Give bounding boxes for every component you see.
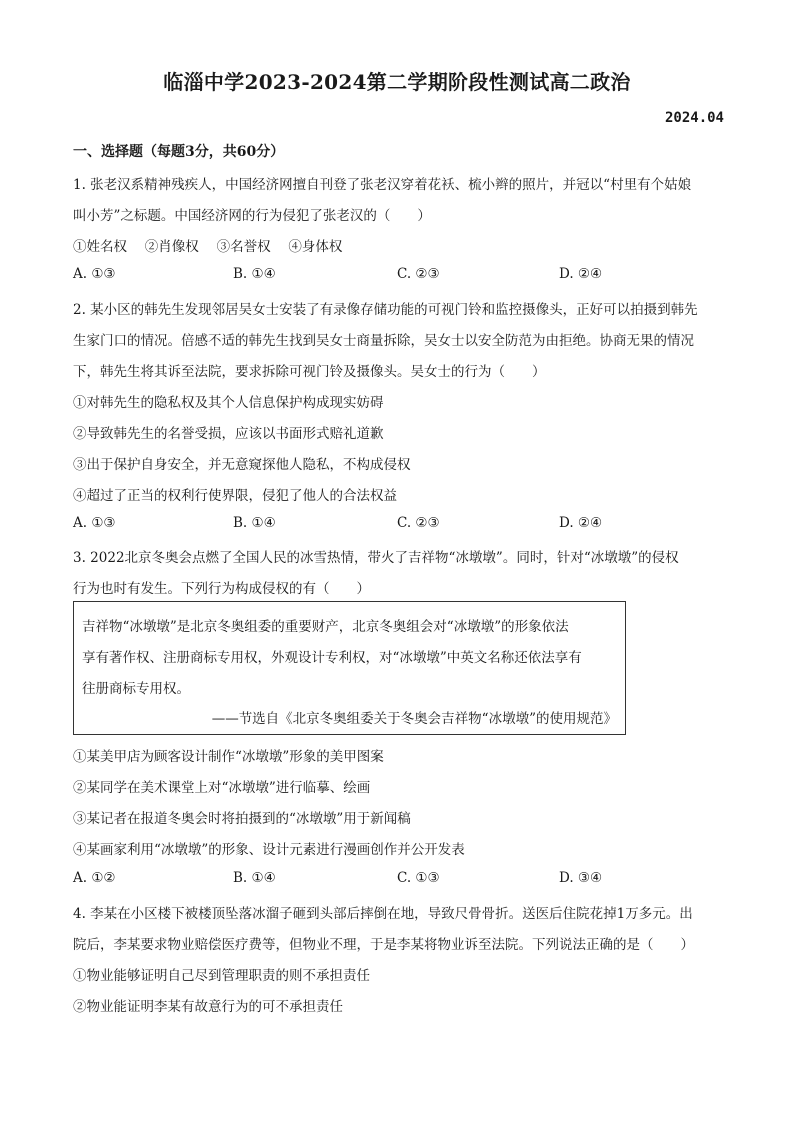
q2-option-d: D. ②④ [559,515,603,531]
q3-quote-box [73,601,626,735]
q2-option-a: A. ①③ [73,515,116,531]
q3-option-c: C. ①③ [397,870,440,886]
q4-stem-line-2: 院后，李某要求物业赔偿医疗费等，但物业不理，于是李某将物业诉至法院。下列说法正确的是（ ） [73,937,694,953]
q3-option-b: B. ①④ [233,870,276,886]
q3-item-3: ③某记者在报道冬奥会时将拍摄到的“冰墩墩”用于新闻稿 [73,811,411,827]
q3-option-a: A. ①② [73,870,116,886]
q3-stem-line-2: 行为也时有发生。下列行为构成侵权的有（ ） [73,581,370,597]
page-title: 临淄中学2023-2024第二学期阶段性测试高二政治 [163,70,631,94]
q3-quote-source: ——节选自《北京冬奥组委关于冬奥会吉祥物“冰墩墩”的使用规范》 [211,711,617,727]
q1-option-b: B. ①④ [233,266,276,282]
q1-option-c: C. ②③ [397,266,440,282]
q2-stem-line-2: 生家门口的情况。倍感不适的韩先生找到吴女士商量拆除，吴女士以安全防范为由拒绝。协商无果的情况 [73,333,694,349]
exam-date: 2024.04 [664,110,724,126]
q1-option-a: A. ①③ [73,266,116,282]
q3-option-d: D. ③④ [559,870,603,886]
q2-item-4: ④超过了正当的权利行使界限，侵犯了他人的合法权益 [73,488,397,504]
q1-stem-line-2: 叫小芳”之标题。中国经济网的行为侵犯了张老汉的（ ） [73,208,431,224]
q1-items: ①姓名权 ②肖像权 ③名誉权 ④身体权 [73,239,343,255]
q3-stem-line-1: 3. 2022北京冬奥会点燃了全国人民的冰雪热情，带火了吉祥物“冰墩墩”。同时，针对“冰墩墩”的侵权 [73,550,679,566]
q2-item-2: ②导致韩先生的名誉受损，应该以书面形式赔礼道歉 [73,426,384,442]
q1-option-d: D. ②④ [559,266,603,282]
section-heading: 一、选择题（每题3分，共60分） [73,144,285,160]
q2-stem-line-1: 2. 某小区的韩先生发现邻居吴女士安装了有录像存储功能的可视门铃和监控摄像头，正好可以拍摄到韩先 [73,302,698,318]
q3-quote-line-3: 往册商标专用权。 [82,681,190,697]
q4-stem-line-1: 4. 李某在小区楼下被楼顶坠落冰溜子砸到头部后摔倒在地，导致尺骨骨折。送医后住院花掉1万多元。出 [73,906,693,922]
q2-item-3: ③出于保护自身安全，并无意窥探他人隐私，不构成侵权 [73,457,411,473]
q3-quote-line-2: 享有著作权、注册商标专用权，外观设计专利权，对“冰墩墩”中英文名称还依法享有 [82,650,582,666]
q2-stem-line-3: 下，韩先生将其诉至法院，要求拆除可视门铃及摄像头。吴女士的行为（ ） [73,364,546,380]
q2-option-c: C. ②③ [397,515,440,531]
q2-option-b: B. ①④ [233,515,276,531]
q1-stem-line-1: 1. 张老汉系精神残疾人，中国经济网擅自刊登了张老汉穿着花袄、梳小辫的照片，并冠以“村里有个姑娘 [73,177,692,193]
q4-item-2: ②物业能证明李某有故意行为的可不承担责任 [73,999,343,1015]
q4-item-1: ①物业能够证明自己尽到管理职责的则不承担责任 [73,968,370,984]
q3-quote-line-1: 吉祥物“冰墩墩”是北京冬奥组委的重要财产，北京冬奥组会对“冰墩墩”的形象依法 [82,619,569,635]
q2-item-1: ①对韩先生的隐私权及其个人信息保护构成现实妨碍 [73,395,384,411]
q3-item-2: ②某同学在美术课堂上对“冰墩墩”进行临摹、绘画 [73,780,371,796]
q3-item-1: ①某美甲店为顾客设计制作“冰墩墩”形象的美甲图案 [73,749,384,765]
q3-item-4: ④某画家利用“冰墩墩”的形象、设计元素进行漫画创作并公开发表 [73,842,465,858]
